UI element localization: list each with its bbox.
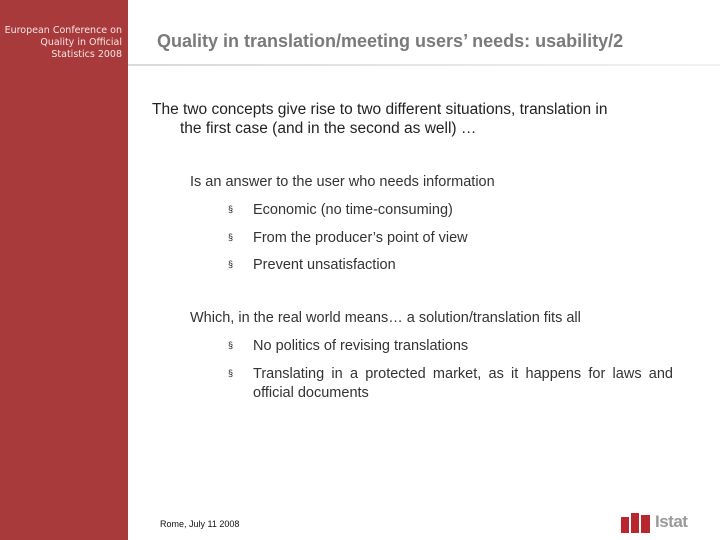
- conference-line-2: Quality in Official: [40, 37, 122, 48]
- section-1-bullet-2: From the producer’s point of view: [253, 230, 468, 246]
- conference-line-3: Statistics 2008: [51, 49, 122, 60]
- logo-wordmark: Istat: [655, 512, 688, 531]
- bullet-marker: §: [228, 259, 234, 269]
- slide-title: Quality in translation/meeting users’ needs: usability/2: [157, 31, 624, 51]
- intro-line-2: the first case (and in the second as well) …: [180, 120, 477, 137]
- section-2-bullet-2: Translating in a protected market, as it happens for laws and official documents: [253, 366, 673, 401]
- section-1-bullet-3: Prevent unsatisfaction: [253, 257, 396, 273]
- conference-name: [0, 25, 122, 61]
- bullet-marker: §: [228, 340, 234, 350]
- intro-paragraph: [152, 100, 687, 138]
- istat-logo: [621, 511, 691, 533]
- footer-location-date: Rome, July 11 2008: [160, 519, 240, 529]
- section-2-bullet-1: No politics of revising translations: [253, 338, 469, 354]
- section-1-heading: Is an answer to the user who needs information: [190, 174, 495, 190]
- sidebar-band: [0, 0, 128, 540]
- section-1-bullet-1: Economic (no time-consuming): [253, 202, 453, 218]
- logo-mark-bar-1: [621, 517, 629, 533]
- conference-line-1: European Conference on: [4, 25, 122, 36]
- bullet-marker: §: [228, 232, 234, 242]
- title-divider: [128, 64, 720, 66]
- bullet-marker: §: [228, 368, 234, 378]
- section-2-heading: Which, in the real world means… a solution/translation fits all: [190, 310, 581, 326]
- logo-mark-bar-2: [631, 513, 639, 533]
- logo-mark-bar-3: [641, 515, 650, 533]
- intro-line-1: The two concepts give rise to two different situations, translation in: [152, 101, 608, 118]
- bullet-marker: §: [228, 204, 234, 214]
